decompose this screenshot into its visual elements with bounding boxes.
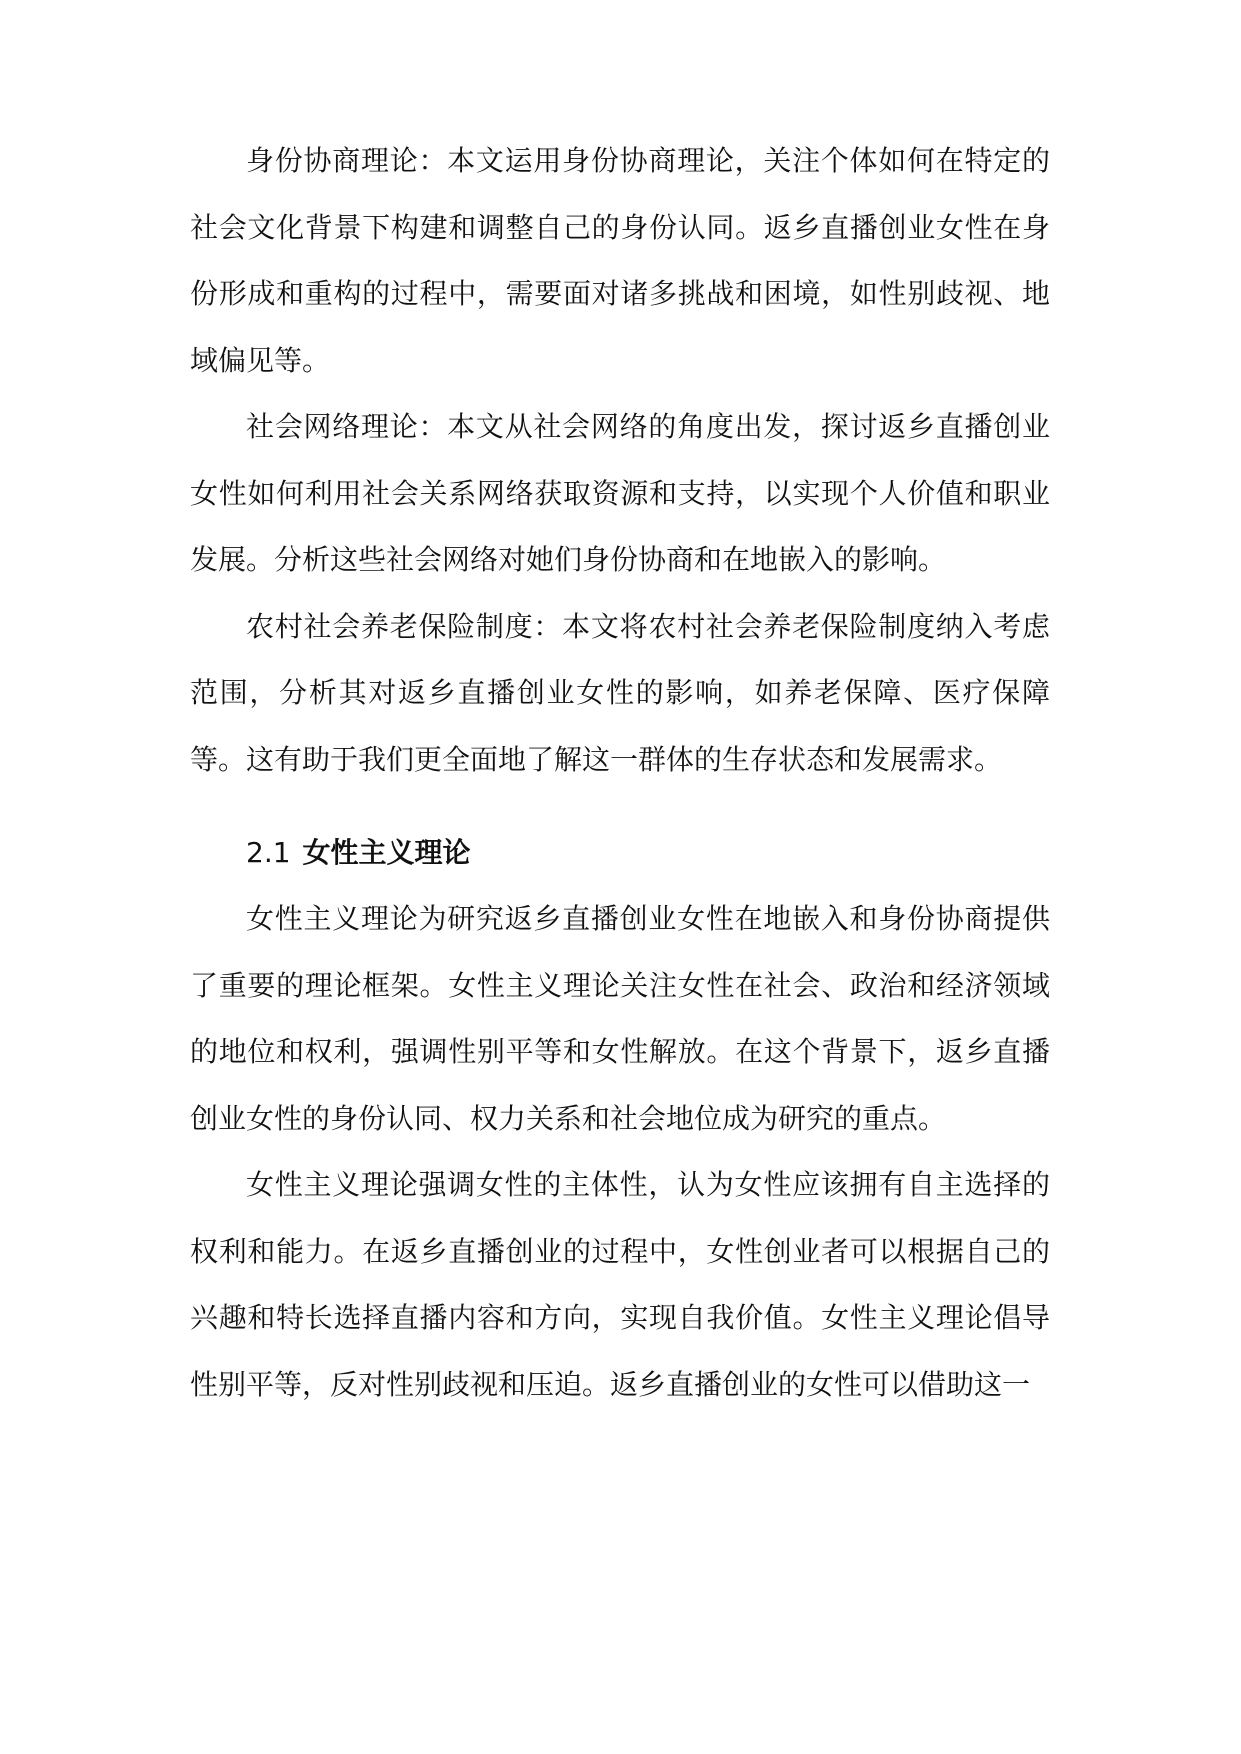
section-number: 2.1 [246,836,291,869]
section-heading [190,820,1050,886]
paragraph-rural-pension: 农村社会养老保险制度：本文将农村社会养老保险制度纳入考虑范围，分析其对返乡直播创业女性的影响，如养老保障、医疗保障等。这有助于我们更全面地了解这一群体的生存状态和发展需求。 [190,609,1050,776]
section-title: 女性主义理论 [302,836,471,869]
paragraph-social-network: 社会网络理论：本文从社会网络的角度出发，探讨返乡直播创业女性如何利用社会关系网络获取资源和支持，以实现个人价值和职业发展。分析这些社会网络对她们身份协商和在地嵌入的影响。 [190,410,1050,576]
paragraph-feminist-subjectivity: 女性主义理论强调女性的主体性，认为女性应该拥有自主选择的权利和能力。在返乡直播创业的过程中，女性创业者可以根据自己的兴趣和特长选择直播内容和方向，实现自我价值。女性主义理论倡导性别平等，反对性别歧视和压迫。返乡直播创业的女性可以借助这一 [190,1168,1050,1401]
page-body [190,128,1050,1418]
paragraph-feminist-framework: 女性主义理论为研究返乡直播创业女性在地嵌入和身份协商提供了重要的理论框架。女性主义理论关注女性在社会、政治和经济领域的地位和权利，强调性别平等和女性解放。在这个背景下，返乡直播创业女性的身份认同、权力关系和社会地位成为研究的重点。 [190,902,1050,1135]
paragraph-identity-negotiation: 身份协商理论：本文运用身份协商理论，关注个体如何在特定的社会文化背景下构建和调整自己的身份认同。返乡直播创业女性在身份形成和重构的过程中，需要面对诸多挑战和困境，如性别歧视、地域偏见等。 [190,144,1050,377]
